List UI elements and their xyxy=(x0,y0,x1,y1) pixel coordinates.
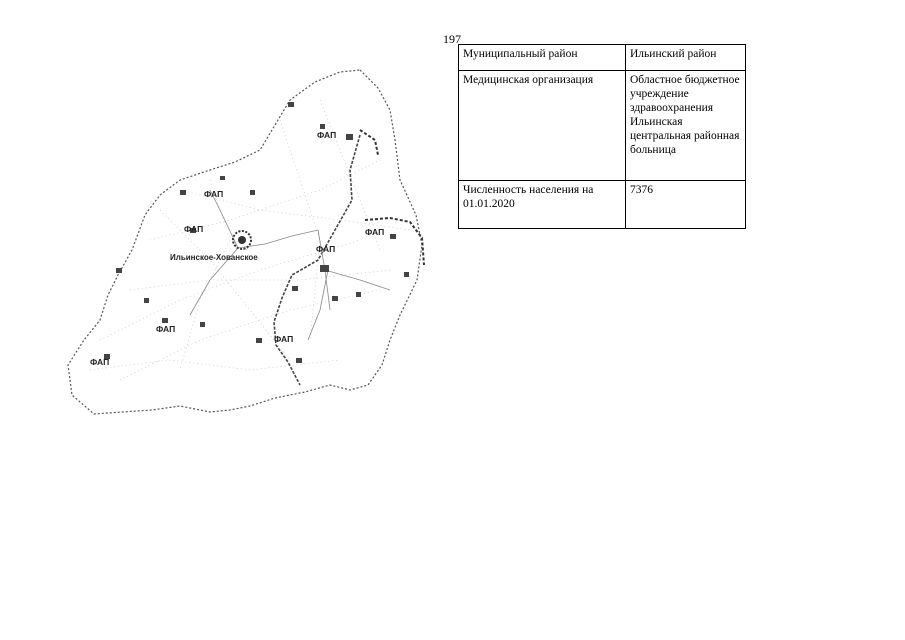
table-row xyxy=(459,71,746,181)
fap-label: ФАП xyxy=(156,324,176,334)
district-center-label: Ильинское-Хованское xyxy=(170,253,258,262)
river xyxy=(274,135,360,385)
fap-label: ФАП xyxy=(204,189,224,199)
table-row xyxy=(459,45,746,71)
fap-label: ФАП xyxy=(274,334,294,344)
row-label-district: Муниципальный район xyxy=(459,45,626,71)
fap-label: ФАП xyxy=(316,244,336,254)
fap-label: ФАП xyxy=(317,130,337,140)
table-row xyxy=(459,181,746,229)
district-map xyxy=(60,40,440,430)
river-branch xyxy=(360,130,378,155)
row-label-organization: Медицинская организация xyxy=(459,71,626,181)
row-value-district: Ильинский район xyxy=(626,45,746,71)
fap-label: ФАП xyxy=(184,224,204,234)
fap-label: ФАП xyxy=(365,227,385,237)
row-label-population: Численность населения на 01.01.2020 xyxy=(459,181,626,229)
district-map-graphic xyxy=(60,40,440,430)
fap-label: ФАП xyxy=(90,357,110,367)
district-info-table xyxy=(458,44,746,229)
row-value-population: 7376 xyxy=(626,181,746,229)
page-number: 197 xyxy=(443,32,461,46)
row-value-organization: Областное бюджетное учреждение здравоохранения Ильинская центральная районная больница xyxy=(626,71,746,181)
boundary-segment xyxy=(365,218,424,265)
